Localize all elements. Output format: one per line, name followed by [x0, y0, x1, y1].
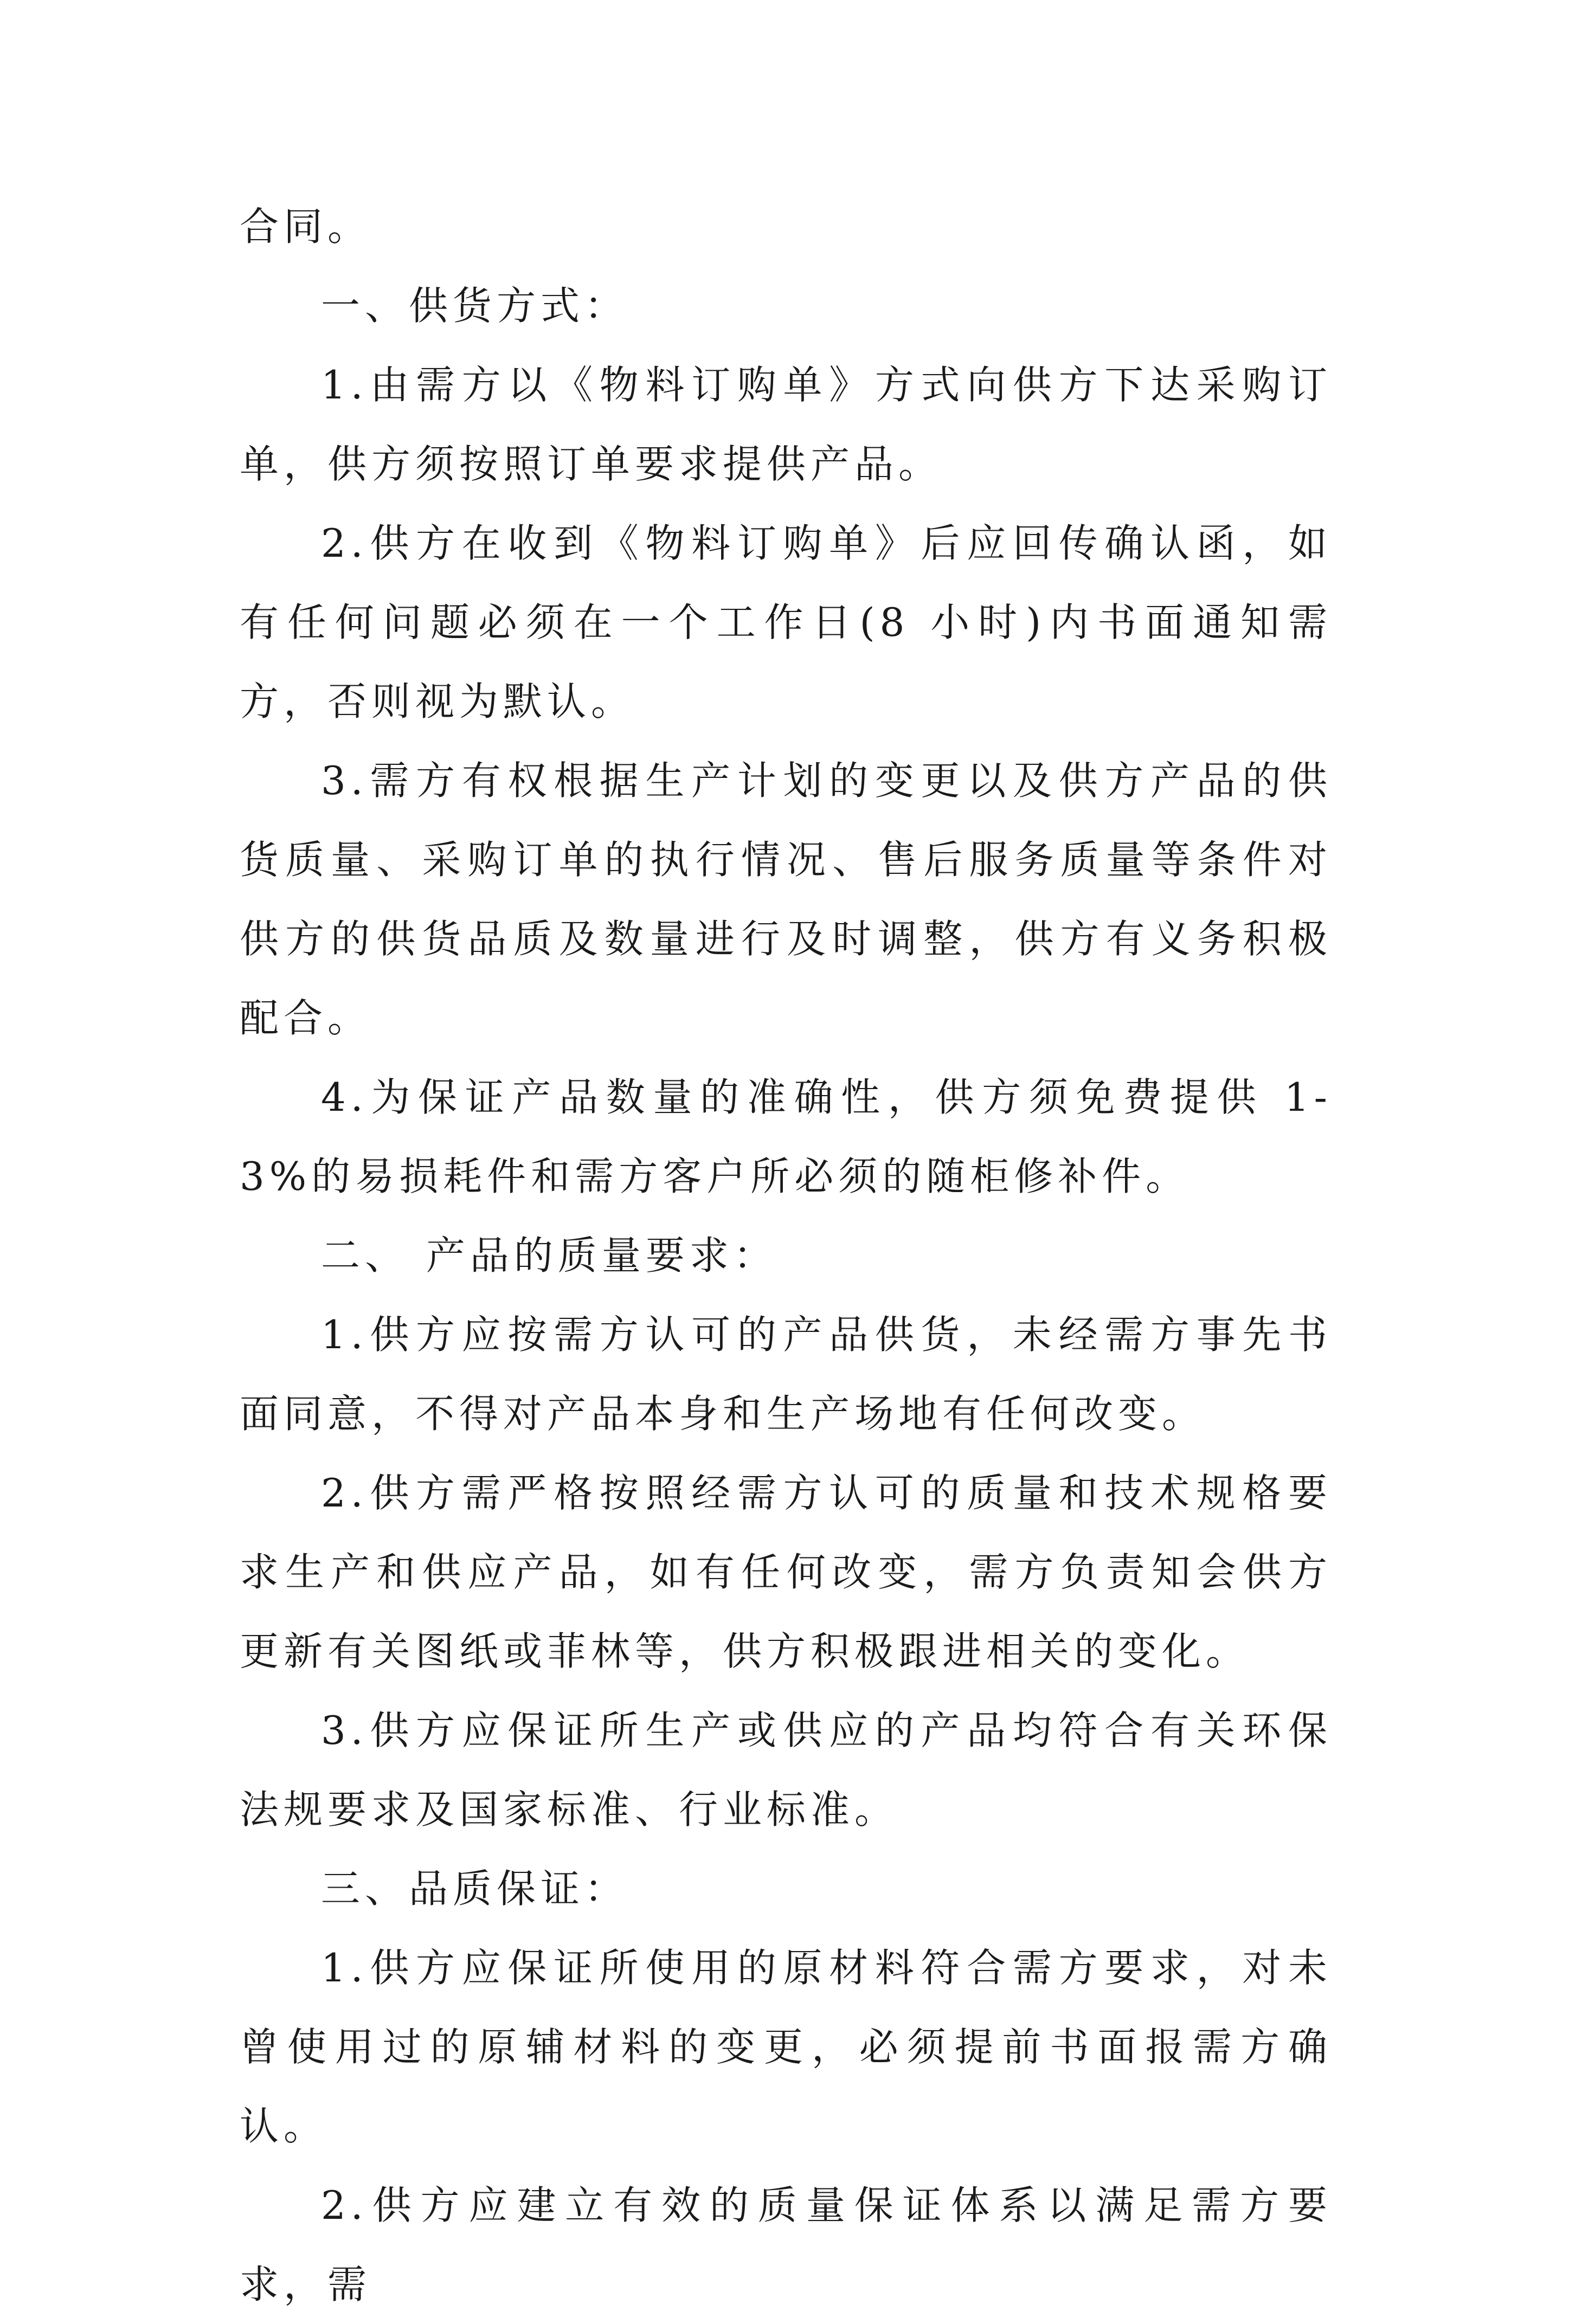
clause-2-1: 1.供方应按需方认可的产品供货，未经需方事先书面同意，不得对产品本身和生产场地有任何改变。 — [240, 1312, 1332, 1437]
document-body — [240, 187, 1332, 2324]
clause-1-4: 4.为保证产品数量的准确性，供方须免费提供 1-3%的易损耗件和需方客户所必须的随柜修补件。 — [240, 1074, 1332, 1199]
clause-2-3: 3.供方应保证所生产或供应的产品均符合有关环保法规要求及国家标准、行业标准。 — [240, 1708, 1332, 1832]
section-heading-quality-assurance: 三、品质保证： — [321, 1866, 629, 1911]
clause-1-1: 1.由需方以《物料订购单》方式向供方下达采购订单，供方须按照订单要求提供产品。 — [240, 362, 1332, 487]
clause-2-2: 2.供方需严格按照经需方认可的质量和技术规格要求生产和供应产品，如有任何改变，需方负责知会供方更新有关图纸或菲林等，供方积极跟进相关的变化。 — [240, 1470, 1332, 1674]
section-heading-supply-method: 一、供货方式： — [321, 283, 629, 329]
clause-1-2: 2.供方在收到《物料订购单》后应回传确认函，如有任何问题必须在一个工作日(8 小时)内书面通知需方，否则视为默认。 — [240, 520, 1332, 724]
paragraph-contract-tail: 合同。 — [240, 204, 372, 249]
clause-3-1: 1.供方应保证所使用的原材料符合需方要求，对未曾使用过的原辅材料的变更，必须提前书面报需方确认。 — [240, 1945, 1332, 2149]
section-heading-quality-requirements: 二、 产品的质量要求： — [321, 1233, 777, 1278]
clause-1-3: 3.需方有权根据生产计划的变更以及供方产品的供货质量、采购订单的执行情况、售后服务质量等条件对供方的供货品质及数量进行及时调整，供方有义务积极配合。 — [240, 758, 1332, 1041]
clause-3-2: 2.供方应建立有效的质量保证体系以满足需方要求，需 — [240, 2183, 1332, 2307]
